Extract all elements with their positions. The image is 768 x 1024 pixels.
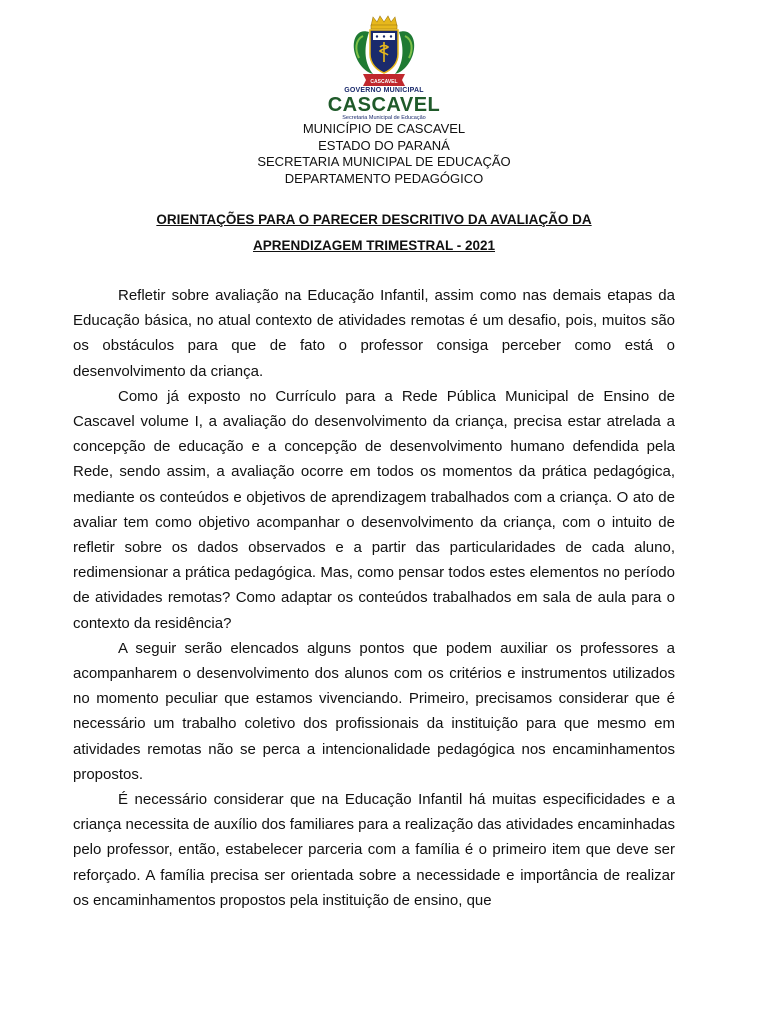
municipal-logo [0, 14, 768, 122]
header-secretariat: SECRETARIA MUNICIPAL DE EDUCAÇÃO [257, 154, 511, 169]
logo-government-label: GOVERNO MUNICIPAL [344, 87, 424, 94]
crest-banner-text: CASCAVEL [370, 79, 398, 85]
header-municipality: MUNICÍPIO DE CASCAVEL [302, 121, 466, 136]
document-body [73, 283, 675, 913]
body-paragraph-2: Como já exposto no Currículo para a Rede Pública Municipal de Ensino de Cascavel volume I, a avaliação do desenvolvimento da criança, precisa estar atrelada a concepção de educação e a concepção de desenvolvimento humano defendida pela Rede, sendo assim, a avaliação ocorre em todos os momentos da prática pedagógica, mediante os conteúdos e objetivos de aprendizagem trabalhados com a criança. O ato de avaliar tem como objetivo acompanhar o desenvolvimento da criança, com o intuito de refletir sobre os dados observados e a partir das particularidades de cada aluno, redimensionar a prática pedagógica. Mas, como pensar todos estes elementos no período de atividades remotas? Como adaptar os conteúdos trabalhados em sala de aula para o contexto da residência? [73, 387, 675, 632]
institution-header [0, 121, 768, 187]
logo-secretariat-label: Secretaria Municipal de Educação [342, 115, 426, 121]
document-title [0, 207, 748, 259]
body-paragraph-3: A seguir serão elencados alguns pontos que podem auxiliar os professores a acompanharem o desenvolvimento dos alunos com os critérios e instrumentos utilizados no momento peculiar que estamos vivenciando. Primeiro, precisamos considerar que é necessário um trabalho coletivo dos profissionais da instituição para que mesmo em atividades remotas não se perca a intencionalidade pedagógica nos encaminhamentos propostos. [73, 639, 675, 783]
body-paragraph-4: É necessário considerar que na Educação Infantil há muitas especificidades e a criança necessita de auxílio dos familiares para a realização das atividades encaminhadas pelo professor, então, estabelecer parceria com a família é o primeiro item que deve ser reforçado. A família precisa ser orientada sobre a necessidade e importância de realizar os encaminhamentos propostos pela instituição de ensino, que [73, 791, 676, 909]
document-title-line-1: ORIENTAÇÕES PARA O PARECER DESCRITIVO DA AVALIAÇÃO DA [156, 212, 592, 227]
body-paragraph-1: Refletir sobre avaliação na Educação Infantil, assim como nas demais etapas da Educação básica, no atual contexto de atividades remotas é um desafio, pois, muitos são os obstáculos para que de fato o professor consiga perceber como está o desenvolvimento da criança. [73, 287, 675, 380]
logo-city-name: CASCAVEL [327, 94, 441, 116]
cascavel-coat-of-arms-icon [349, 14, 419, 86]
header-state: ESTADO DO PARANÁ [318, 137, 450, 153]
document-title-line-2: APRENDIZAGEM TRIMESTRAL - 2021 [252, 238, 496, 253]
header-department: DEPARTAMENTO PEDAGÓGICO [284, 170, 484, 186]
